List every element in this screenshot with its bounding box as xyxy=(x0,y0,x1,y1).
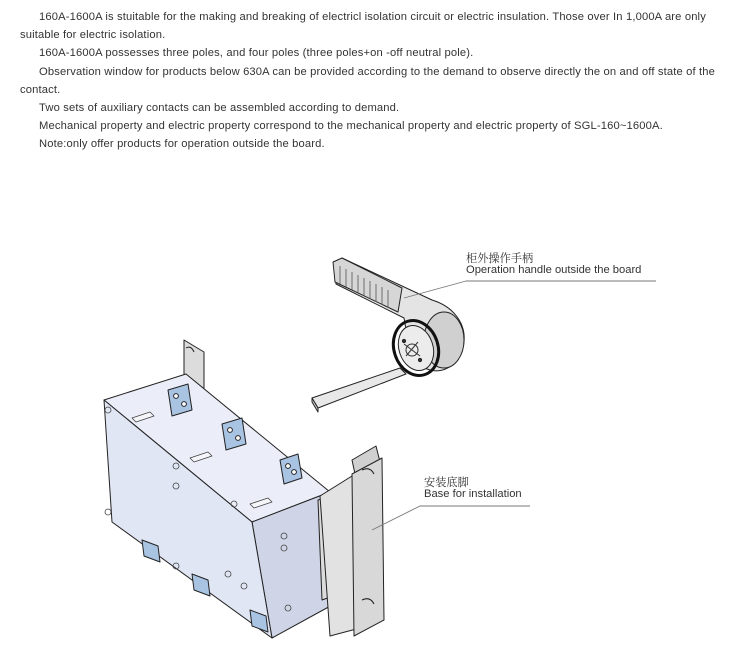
operation-handle-illustration xyxy=(333,258,464,381)
paragraph-6: Note:only offer products for operation outside the board. xyxy=(39,138,325,151)
paragraph-1: 160A-1600A is stuitable for the making and breaking of electricl isolation circuit or electric insulation. Those over In 1,000A are only suitable for electric isolation. xyxy=(20,11,706,42)
handle-shaft xyxy=(312,368,406,412)
base-callout-cn: 安装底脚 xyxy=(424,477,469,489)
paragraph-3: Observation window for products below 630A can be provided according to the demand to observe directly the on and off state of the contact. xyxy=(20,65,716,96)
paragraph-5: Mechanical property and electric property correspond to the mechanical property and electric property of SGL-160~1600A. xyxy=(39,120,663,133)
switch-body xyxy=(104,374,344,638)
paragraph-4: Two sets of auxiliary contacts can be assembled according to demand. xyxy=(39,102,400,115)
handle-callout-en: Operation handle outside the board xyxy=(466,264,642,276)
handle-callout-cn: 柜外操作手柄 xyxy=(466,253,534,265)
paragraph-2: 160A-1600A possesses three poles, and four poles (three poles+on -off neutral pole). xyxy=(39,47,474,60)
base-callout-en: Base for installation xyxy=(424,488,522,500)
mounting-base-illustration xyxy=(320,446,384,636)
